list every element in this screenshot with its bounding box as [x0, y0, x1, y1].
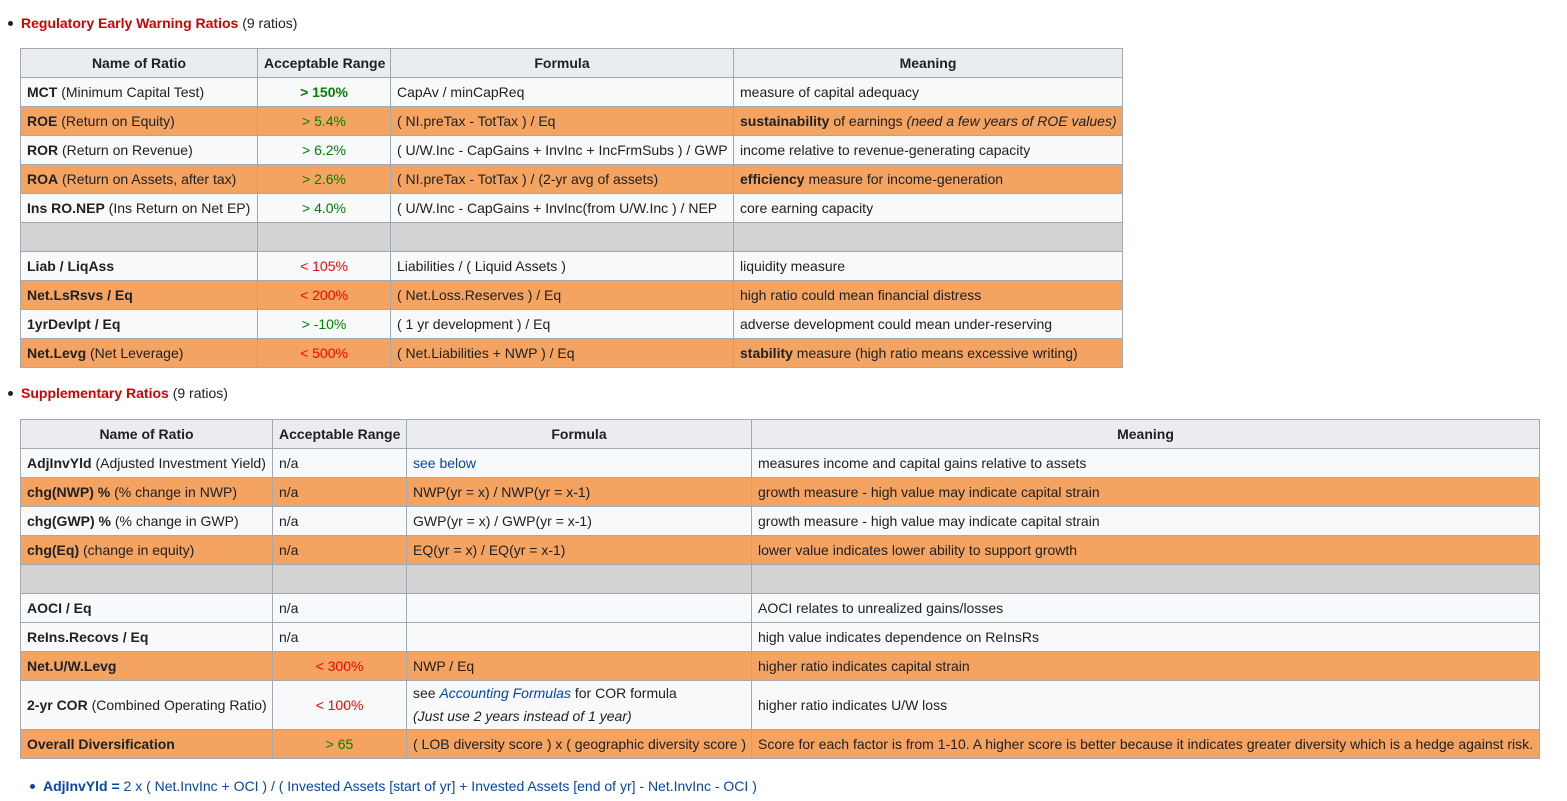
table-row [21, 449, 1540, 478]
ratio-name: 2-yr COR (Combined Operating Ratio) [21, 681, 273, 730]
ratio-formula [407, 623, 752, 652]
table-row [21, 339, 1123, 368]
ratio-range: > 4.0% [258, 194, 391, 223]
ratio-range: < 500% [258, 339, 391, 368]
table-row [21, 165, 1123, 194]
ratio-meaning: growth measure - high value may indicate capital strain [752, 478, 1540, 507]
ratio-meaning: adverse development could mean under-reserving [734, 310, 1123, 339]
ratio-name: Net.U/W.Levg [21, 652, 273, 681]
ratio-formula [407, 449, 752, 478]
col-header-range: Acceptable Range [273, 420, 407, 449]
ratio-range: n/a [273, 507, 407, 536]
col-header-name: Name of Ratio [21, 49, 258, 78]
ratio-formula: ( Net.Loss.Reserves ) / Eq [391, 281, 734, 310]
ratio-range: > 6.2% [258, 136, 391, 165]
supplementary-ratios-table [20, 419, 1540, 759]
ratio-range: > -10% [258, 310, 391, 339]
ratio-formula: ( 1 yr development ) / Eq [391, 310, 734, 339]
section1-title[interactable]: Regulatory Early Warning Ratios [21, 15, 239, 31]
see-below-link[interactable]: see below [413, 455, 477, 471]
ratio-name: MCT (Minimum Capital Test) [21, 78, 258, 107]
ratio-meaning: liquidity measure [734, 252, 1123, 281]
ratio-name: AOCI / Eq [21, 594, 273, 623]
section1-count: (9 ratios) [242, 15, 298, 31]
accounting-formulas-link[interactable]: Accounting Formulas [439, 685, 571, 701]
table-row [21, 107, 1123, 136]
ratio-meaning: lower value indicates lower ability to support growth [752, 536, 1540, 565]
ratio-meaning: high value indicates dependence on ReInsRs [752, 623, 1540, 652]
ratio-meaning: income relative to revenue-generating capacity [734, 136, 1123, 165]
ratio-formula: see Accounting Formulas for COR formula (Just use 2 years instead of 1 year) [407, 681, 752, 730]
ratio-formula: GWP(yr = x) / GWP(yr = x-1) [407, 507, 752, 536]
ratio-name: 1yrDevlpt / Eq [21, 310, 258, 339]
formula-label: AdjInvYld = [43, 778, 120, 794]
ratio-range: < 100% [273, 681, 407, 730]
separator-row [21, 223, 1123, 252]
ratio-range: < 200% [258, 281, 391, 310]
section2-heading [8, 383, 228, 403]
ratio-range: n/a [273, 478, 407, 507]
col-header-formula: Formula [391, 49, 734, 78]
table-row [21, 194, 1123, 223]
ratio-range: > 150% [258, 78, 391, 107]
table-row [21, 594, 1540, 623]
ratio-name: chg(GWP) % (% change in GWP) [21, 507, 273, 536]
ratio-meaning: Score for each factor is from 1-10. A higher score is better because it indicates greater diversity which is a hedge against risk. [752, 730, 1540, 759]
ratio-formula: ( LOB diversity score ) x ( geographic diversity score ) [407, 730, 752, 759]
ratio-name: AdjInvYld (Adjusted Investment Yield) [21, 449, 273, 478]
table-row [21, 623, 1540, 652]
col-header-range: Acceptable Range [258, 49, 391, 78]
table-row [21, 536, 1540, 565]
ratio-name: Net.Levg (Net Leverage) [21, 339, 258, 368]
table-row [21, 478, 1540, 507]
section2-title[interactable]: Supplementary Ratios [21, 385, 169, 401]
ratio-meaning: growth measure - high value may indicate capital strain [752, 507, 1540, 536]
ratio-name: ROR (Return on Revenue) [21, 136, 258, 165]
ratio-formula: ( U/W.Inc - CapGains + InvInc + IncFrmSubs ) / GWP [391, 136, 734, 165]
bullet-icon [8, 391, 13, 396]
ratio-meaning: measures income and capital gains relative to assets [752, 449, 1540, 478]
ratio-formula [407, 594, 752, 623]
table-row [21, 507, 1540, 536]
ratio-formula: ( U/W.Inc - CapGains + InvInc(from U/W.Inc ) / NEP [391, 194, 734, 223]
ratio-meaning: higher ratio indicates U/W loss [752, 681, 1540, 730]
table-row [21, 310, 1123, 339]
ratio-range: > 2.6% [258, 165, 391, 194]
table-row [21, 681, 1540, 730]
ratio-meaning: efficiency measure for income-generation [734, 165, 1123, 194]
table-row [21, 281, 1123, 310]
ratio-name: ReIns.Recovs / Eq [21, 623, 273, 652]
ratio-range: n/a [273, 536, 407, 565]
ratio-range: < 300% [273, 652, 407, 681]
ratio-meaning: stability measure (high ratio means excessive writing) [734, 339, 1123, 368]
ratio-meaning: sustainability of earnings (need a few years of ROE values) [734, 107, 1123, 136]
table-header-row [21, 420, 1540, 449]
ratio-formula: ( NI.preTax - TotTax ) / Eq [391, 107, 734, 136]
ratio-name: Overall Diversification [21, 730, 273, 759]
col-header-meaning: Meaning [752, 420, 1540, 449]
ratio-formula: ( NI.preTax - TotTax ) / (2-yr avg of assets) [391, 165, 734, 194]
table-header-row [21, 49, 1123, 78]
bullet-icon [30, 784, 35, 789]
ratio-meaning: measure of capital adequacy [734, 78, 1123, 107]
table-row [21, 652, 1540, 681]
ratio-meaning: higher ratio indicates capital strain [752, 652, 1540, 681]
table-row [21, 730, 1540, 759]
formula-text: 2 x ( Net.InvInc + OCI ) / ( Invested Assets [start of yr] + Invested Assets [end of yr] - Net.InvInc - OCI ) [119, 778, 757, 794]
ratio-formula: ( Net.Liabilities + NWP ) / Eq [391, 339, 734, 368]
ratio-name: ROE (Return on Equity) [21, 107, 258, 136]
ratio-range: n/a [273, 623, 407, 652]
ratio-range: > 5.4% [258, 107, 391, 136]
ratio-name: chg(NWP) % (% change in NWP) [21, 478, 273, 507]
ratio-range: > 65 [273, 730, 407, 759]
ratio-formula: NWP / Eq [407, 652, 752, 681]
ratio-formula: Liabilities / ( Liquid Assets ) [391, 252, 734, 281]
col-header-meaning: Meaning [734, 49, 1123, 78]
col-header-formula: Formula [407, 420, 752, 449]
separator-row [21, 565, 1540, 594]
adjinvyld-formula [30, 776, 757, 796]
ratio-formula: CapAv / minCapReq [391, 78, 734, 107]
ratio-name: Ins RO.NEP (Ins Return on Net EP) [21, 194, 258, 223]
ratio-formula: EQ(yr = x) / EQ(yr = x-1) [407, 536, 752, 565]
col-header-name: Name of Ratio [21, 420, 273, 449]
bullet-icon [8, 21, 13, 26]
ratio-meaning: core earning capacity [734, 194, 1123, 223]
table-row [21, 78, 1123, 107]
ratio-name: ROA (Return on Assets, after tax) [21, 165, 258, 194]
ratio-name: Net.LsRsvs / Eq [21, 281, 258, 310]
ratio-formula: NWP(yr = x) / NWP(yr = x-1) [407, 478, 752, 507]
regulatory-ratios-table [20, 48, 1123, 368]
ratio-range: n/a [273, 594, 407, 623]
table-row [21, 136, 1123, 165]
ratio-range: < 105% [258, 252, 391, 281]
ratio-meaning: AOCI relates to unrealized gains/losses [752, 594, 1540, 623]
ratio-name: Liab / LiqAss [21, 252, 258, 281]
ratio-name: chg(Eq) (change in equity) [21, 536, 273, 565]
ratio-meaning: high ratio could mean financial distress [734, 281, 1123, 310]
section1-heading [8, 13, 297, 33]
section2-count: (9 ratios) [172, 385, 228, 401]
ratio-range: n/a [273, 449, 407, 478]
table-row [21, 252, 1123, 281]
